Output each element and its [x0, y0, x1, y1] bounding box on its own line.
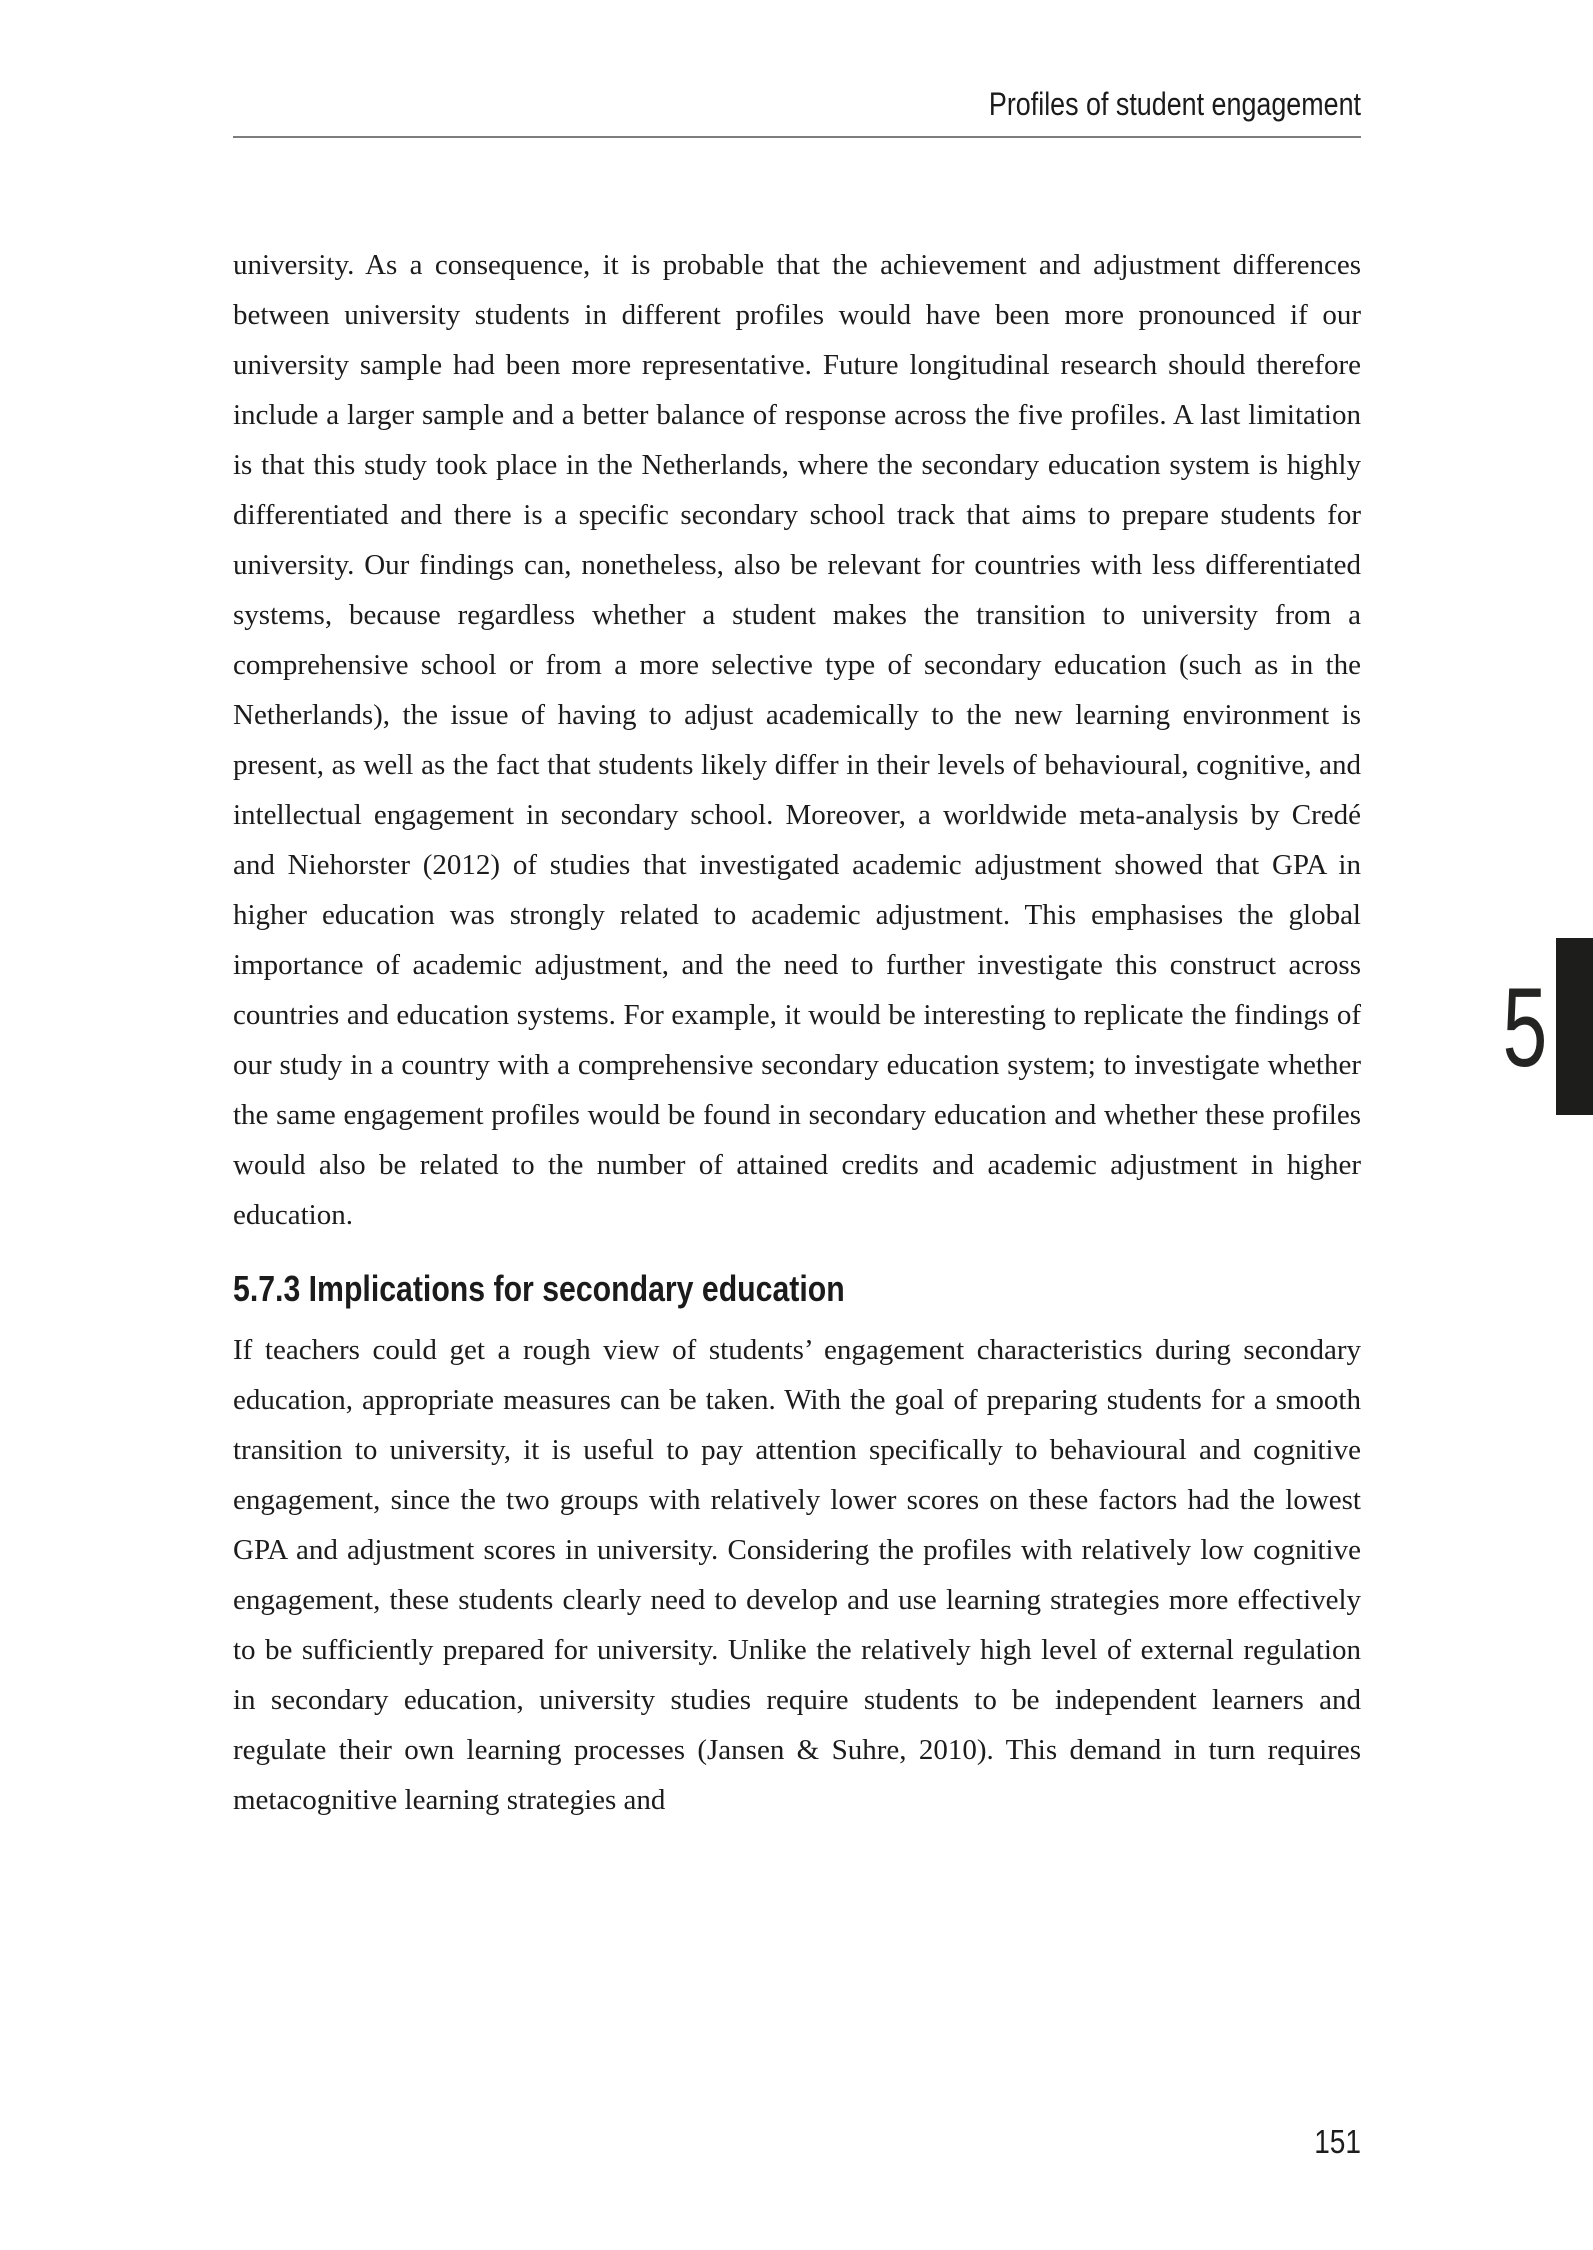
paragraph-implications: If teachers could get a rough view of students’ engagement characteristics during secondary education, appropriate measures can be taken. With the goal of preparing students for a smooth transition to university, it is useful to pay attention specifically to behavioural and cognitive engagement, since the two groups with relatively lower scores on these factors had the lowest GPA and adjustment scores in university. Considering the profiles with relatively low cognitive engagement, these students clearly need to develop and use learning strategies more effectively to be sufficiently prepared for university. Unlike the relatively high level of external regulation in secondary education, university studies require students to be independent learners and regulate their own learning processes (Jansen & Suhre, 2010). This demand in turn requires metacognitive learning strategies and — [233, 1334, 1361, 1816]
page-number: 151 — [1314, 2123, 1361, 2160]
running-head: Profiles of student engagement — [988, 86, 1361, 122]
section-heading: 5.7.3 Implications for secondary education — [233, 1268, 845, 1309]
paragraph-continuation: university. As a consequence, it is probable that the achievement and adjustment differences between university students in different profiles would have been more pronounced if our university sample had been more representative. Future longitudinal research should therefore include a larger sample and a better balance of response across the five profiles. A last limitation is that this study took place in the Netherlands, where the secondary education system is highly differentiated and there is a specific secondary school track that aims to prepare students for university. Our findings can, nonetheless, also be relevant for countries with less differentiated systems, because regardless whether a student makes the transition to university from a comprehensive school or from a more selective type of secondary education (such as in the Netherlands), the issue of having to adjust academically to the new learning environment is present, as well as the fact that students likely differ in their levels of behavioural, cognitive, and intellectual engagement in secondary school. Moreover, a worldwide meta-analysis by Credé and Niehorster (2012) of studies that investigated academic adjustment showed that GPA in higher education was strongly related to academic adjustment. This emphasises the global importance of academic adjustment, and the need to further investigate this construct across countries and education systems. For example, it would be interesting to replicate the findings of our study in a country with a comprehensive secondary education system; to investigate whether the same engagement profiles would be found in secondary education and whether these profiles would also be related to the number of attained credits and academic adjustment in higher education. — [233, 249, 1361, 1231]
chapter-number: 5 — [1502, 965, 1547, 1090]
page-body — [233, 240, 1361, 1825]
chapter-tab-marker — [1556, 938, 1593, 1115]
header-rule — [233, 136, 1361, 138]
